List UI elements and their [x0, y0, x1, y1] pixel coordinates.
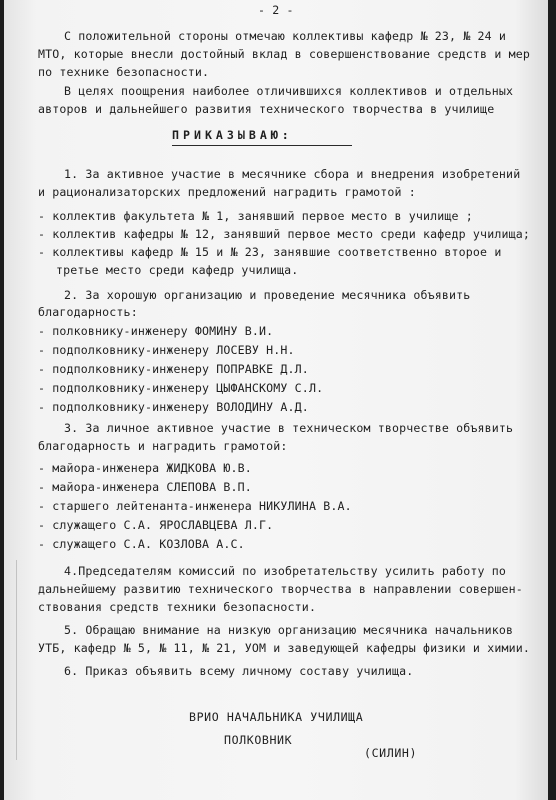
document-page — [4, 0, 548, 800]
intro-line-2: МТО, которые внесли достойный вклад в совершенствование средств и мер — [38, 47, 530, 61]
item2-bullet-5: - подполковнику-инженеру ВОЛОДИНУ А.Д. — [38, 400, 309, 414]
signature-rank: ПОЛКОВНИК — [224, 733, 293, 747]
item1-bullet-2: - коллектив кафедры № 12, занявший первое место среди кафедр училища; — [38, 227, 530, 241]
item2-bullet-1: - полковнику-инженеру ФОМИНУ В.И. — [38, 324, 274, 338]
item2-line-2: благодарность: — [38, 305, 138, 319]
item3-bullet-2: - майора-инженера СЛЕПОВА В.П. — [38, 480, 252, 494]
item1-bullet-3: - коллективы кафедр № 15 и № 23, занявшие соответственно второе и — [38, 245, 502, 259]
item2-line-1: 2. За хорошую организацию и проведение месячника объявить — [64, 288, 471, 302]
item3-line-1: 3. За личное активное участие в техническом творчестве объявить — [64, 421, 514, 435]
item3-bullet-1: - майора-инженера ЖИДКОВА Ю.В. — [38, 461, 252, 475]
item5-line-2: УТБ, кафедр № 5, № 11, № 21, УОМ и заведующей кафедры физики и химии. — [38, 641, 530, 655]
item3-bullet-3: - старшего лейтенанта-инженера НИКУЛИНА В.А. — [38, 499, 352, 513]
intro-line-5: авторов и дальнейшего развития технического творчества в училище — [38, 102, 495, 116]
item1-line-1: 1. За активное участие в месячнике сбора и внедрения изобретений — [64, 167, 521, 181]
item4-line-3: ствования средств техники безопасности. — [38, 600, 317, 614]
item2-bullet-3: - подполковнику-инженеру ПОПРАВКЕ Д.Л. — [38, 362, 309, 376]
item3-bullet-5: - служащего С.А. КОЗЛОВА А.С. — [38, 537, 245, 551]
item2-bullet-4: - подполковнику-инженеру ЦЫФАНСКОМУ С.Л. — [38, 381, 324, 395]
item3-line-2: благодарность и наградить грамотой: — [38, 439, 288, 453]
item3-bullet-4: - служащего С.А. ЯРОСЛАВЦЕВА Л.Г. — [38, 518, 274, 532]
intro-line-1: С положительной стороны отмечаю коллективы кафедр № 23, № 24 и — [64, 29, 507, 43]
intro-line-4: В целях поощрения наиболее отличившихся коллективов и отдельных — [64, 84, 514, 98]
item1-bullet-3-cont: третье место среди кафедр училища. — [56, 263, 299, 277]
item2-bullet-2: - подполковнику-инженеру ЛОСЕВУ Н.Н. — [38, 343, 295, 357]
item4-line-1: 4.Председателям комиссий по изобретательству усилить работу по — [64, 564, 507, 578]
intro-line-3: по технике безопасности. — [38, 65, 210, 79]
order-heading: ПРИКАЗЫВАЮ: — [172, 128, 293, 142]
item1-bullet-1: - коллектив факультета № 1, занявший первое место в училище ; — [38, 209, 473, 223]
item4-line-2: дальнейшему развитию технического творчества в направлении совершен- — [38, 582, 523, 596]
heading-underline — [172, 145, 352, 146]
item5-line-1: 5. Обращаю внимание на низкую организацию месячника начальников — [64, 623, 514, 637]
signature-name: (СИЛИН) — [364, 746, 418, 760]
signature-position: ВРИО НАЧАЛЬНИКА УЧИЛИЩА — [189, 710, 364, 724]
paper-fold-mark — [16, 560, 17, 760]
page-number: - 2 - — [258, 3, 294, 17]
item6-line-1: 6. Приказ объявить всему личному составу училища. — [64, 664, 414, 678]
item1-line-2: и рационализаторских предложений наградить грамотой : — [38, 185, 416, 199]
